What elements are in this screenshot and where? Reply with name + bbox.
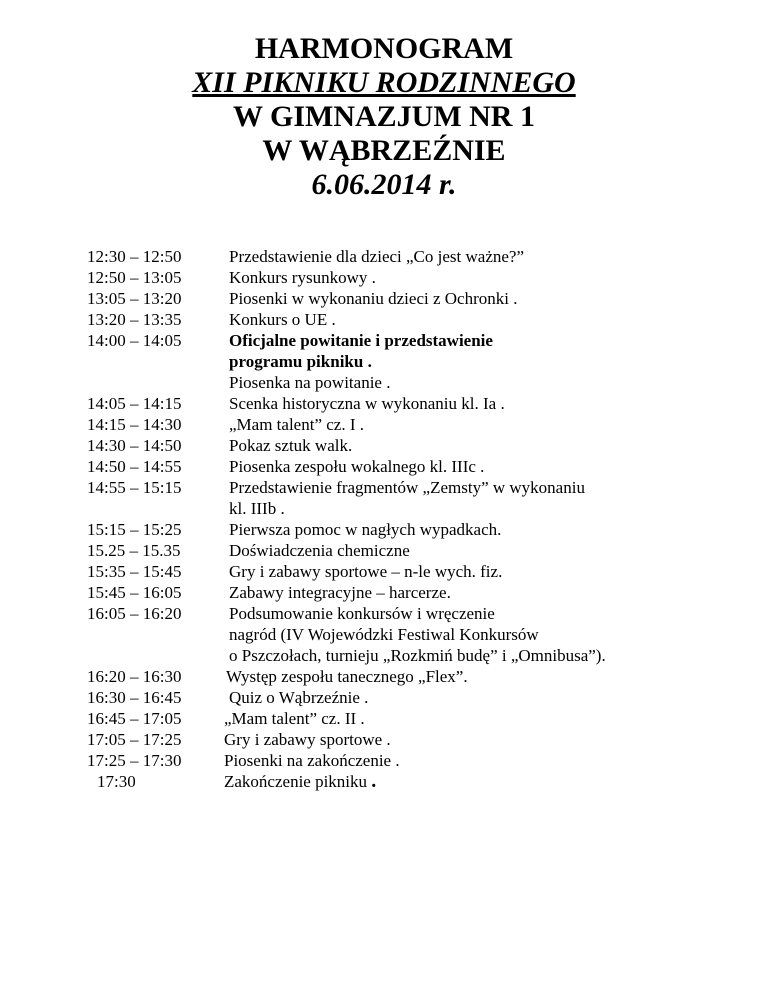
schedule-row bbox=[0, 687, 768, 708]
schedule-description: Scenka historyczna w wykonaniu kl. Ia . bbox=[229, 394, 505, 413]
schedule-list bbox=[0, 246, 768, 792]
schedule-description: o Pszczołach, turnieju „Rozkmiń budę” i „Omnibusa”). bbox=[229, 646, 606, 665]
schedule-description: Pierwsza pomoc w nagłych wypadkach. bbox=[229, 520, 502, 539]
schedule-time: 14:55 – 15:15 bbox=[87, 478, 182, 497]
schedule-description: Quiz o Wąbrzeźnie . bbox=[229, 688, 369, 707]
schedule-description: nagród (IV Wojewódzki Festiwal Konkursów bbox=[229, 625, 539, 644]
schedule-description: Podsumowanie konkursów i wręczenie bbox=[229, 604, 495, 623]
schedule-row bbox=[0, 771, 768, 792]
schedule-row bbox=[0, 414, 768, 435]
schedule-row bbox=[0, 477, 768, 498]
document-header bbox=[0, 32, 768, 202]
schedule-row bbox=[0, 750, 768, 771]
schedule-row bbox=[0, 393, 768, 414]
schedule-description: Piosenka na powitanie . bbox=[229, 373, 391, 392]
schedule-description: Gry i zabawy sportowe – n-le wych. fiz. bbox=[229, 562, 503, 581]
schedule-final-text: Zakończenie pikniku bbox=[224, 772, 368, 791]
schedule-row bbox=[0, 561, 768, 582]
schedule-row bbox=[0, 666, 768, 687]
schedule-description: Piosenki w wykonaniu dzieci z Ochronki . bbox=[229, 289, 518, 308]
schedule-row bbox=[0, 624, 768, 645]
schedule-row bbox=[0, 645, 768, 666]
header-title: HARMONOGRAM bbox=[254, 32, 514, 65]
schedule-description: Konkurs rysunkowy . bbox=[229, 268, 376, 287]
schedule-row bbox=[0, 498, 768, 519]
schedule-row bbox=[0, 603, 768, 624]
schedule-time: 17:25 – 17:30 bbox=[87, 751, 182, 770]
schedule-description: Pokaz sztuk walk. bbox=[229, 436, 353, 455]
schedule-description: programu pikniku . bbox=[229, 352, 372, 371]
header-town: W WĄBRZEŹNIE bbox=[262, 134, 506, 167]
schedule-description: Gry i zabawy sportowe . bbox=[224, 730, 391, 749]
schedule-description: Występ zespołu tanecznego „Flex”. bbox=[226, 667, 468, 686]
schedule-description: Konkurs o UE . bbox=[229, 310, 336, 329]
schedule-description: Doświadczenia chemiczne bbox=[229, 541, 410, 560]
schedule-time: 16:05 – 16:20 bbox=[87, 604, 182, 623]
schedule-row bbox=[0, 351, 768, 372]
schedule-row bbox=[0, 246, 768, 267]
schedule-row bbox=[0, 519, 768, 540]
header-school: W GIMNAZJUM NR 1 bbox=[233, 100, 535, 133]
header-event-name: XII PIKNIKU RODZINNEGO bbox=[192, 66, 576, 99]
schedule-time: 15:15 – 15:25 bbox=[87, 520, 182, 539]
schedule-row bbox=[0, 288, 768, 309]
schedule-time: 14:30 – 14:50 bbox=[87, 436, 182, 455]
schedule-row bbox=[0, 309, 768, 330]
schedule-description: „Mam talent” cz. II . bbox=[224, 709, 365, 728]
final-dot: . bbox=[371, 770, 377, 792]
schedule-time: 12:30 – 12:50 bbox=[87, 247, 182, 266]
schedule-time: 14:00 – 14:05 bbox=[87, 331, 182, 350]
schedule-row bbox=[0, 330, 768, 351]
schedule-time: 14:50 – 14:55 bbox=[87, 457, 182, 476]
schedule-description: Piosenka zespołu wokalnego kl. IIIc . bbox=[229, 457, 485, 476]
schedule-description: kl. IIIb . bbox=[229, 499, 285, 518]
schedule-description: Przedstawienie fragmentów „Zemsty” w wykonaniu bbox=[229, 478, 585, 497]
schedule-description: Zabawy integracyjne – harcerze. bbox=[229, 583, 451, 602]
header-date: 6.06.2014 r. bbox=[311, 168, 457, 201]
schedule-time: 14:15 – 14:30 bbox=[87, 415, 182, 434]
schedule-time: 15:45 – 16:05 bbox=[87, 583, 182, 602]
schedule-time: 13:05 – 13:20 bbox=[87, 289, 182, 308]
schedule-time: 17:05 – 17:25 bbox=[87, 730, 182, 749]
schedule-row bbox=[0, 435, 768, 456]
schedule-description: Przedstawienie dla dzieci „Co jest ważne?” bbox=[229, 247, 525, 266]
schedule-description-final bbox=[224, 771, 376, 792]
schedule-row bbox=[0, 582, 768, 603]
schedule-row bbox=[0, 540, 768, 561]
schedule-description: Oficjalne powitanie i przedstawienie bbox=[229, 331, 493, 350]
schedule-description: Piosenki na zakończenie . bbox=[224, 751, 400, 770]
schedule-time: 13:20 – 13:35 bbox=[87, 310, 182, 329]
schedule-row bbox=[0, 708, 768, 729]
schedule-row bbox=[0, 372, 768, 393]
schedule-time: 15.25 – 15.35 bbox=[87, 541, 181, 560]
schedule-time: 12:50 – 13:05 bbox=[87, 268, 182, 287]
schedule-time: 14:05 – 14:15 bbox=[87, 394, 182, 413]
schedule-time: 16:45 – 17:05 bbox=[87, 709, 182, 728]
schedule-time: 16:20 – 16:30 bbox=[87, 667, 182, 686]
schedule-row bbox=[0, 456, 768, 477]
schedule-row bbox=[0, 267, 768, 288]
schedule-description: „Mam talent” cz. I . bbox=[229, 415, 364, 434]
schedule-time: 15:35 – 15:45 bbox=[87, 562, 182, 581]
schedule-time: 16:30 – 16:45 bbox=[87, 688, 182, 707]
schedule-row bbox=[0, 729, 768, 750]
schedule-time: 17:30 bbox=[97, 772, 136, 791]
